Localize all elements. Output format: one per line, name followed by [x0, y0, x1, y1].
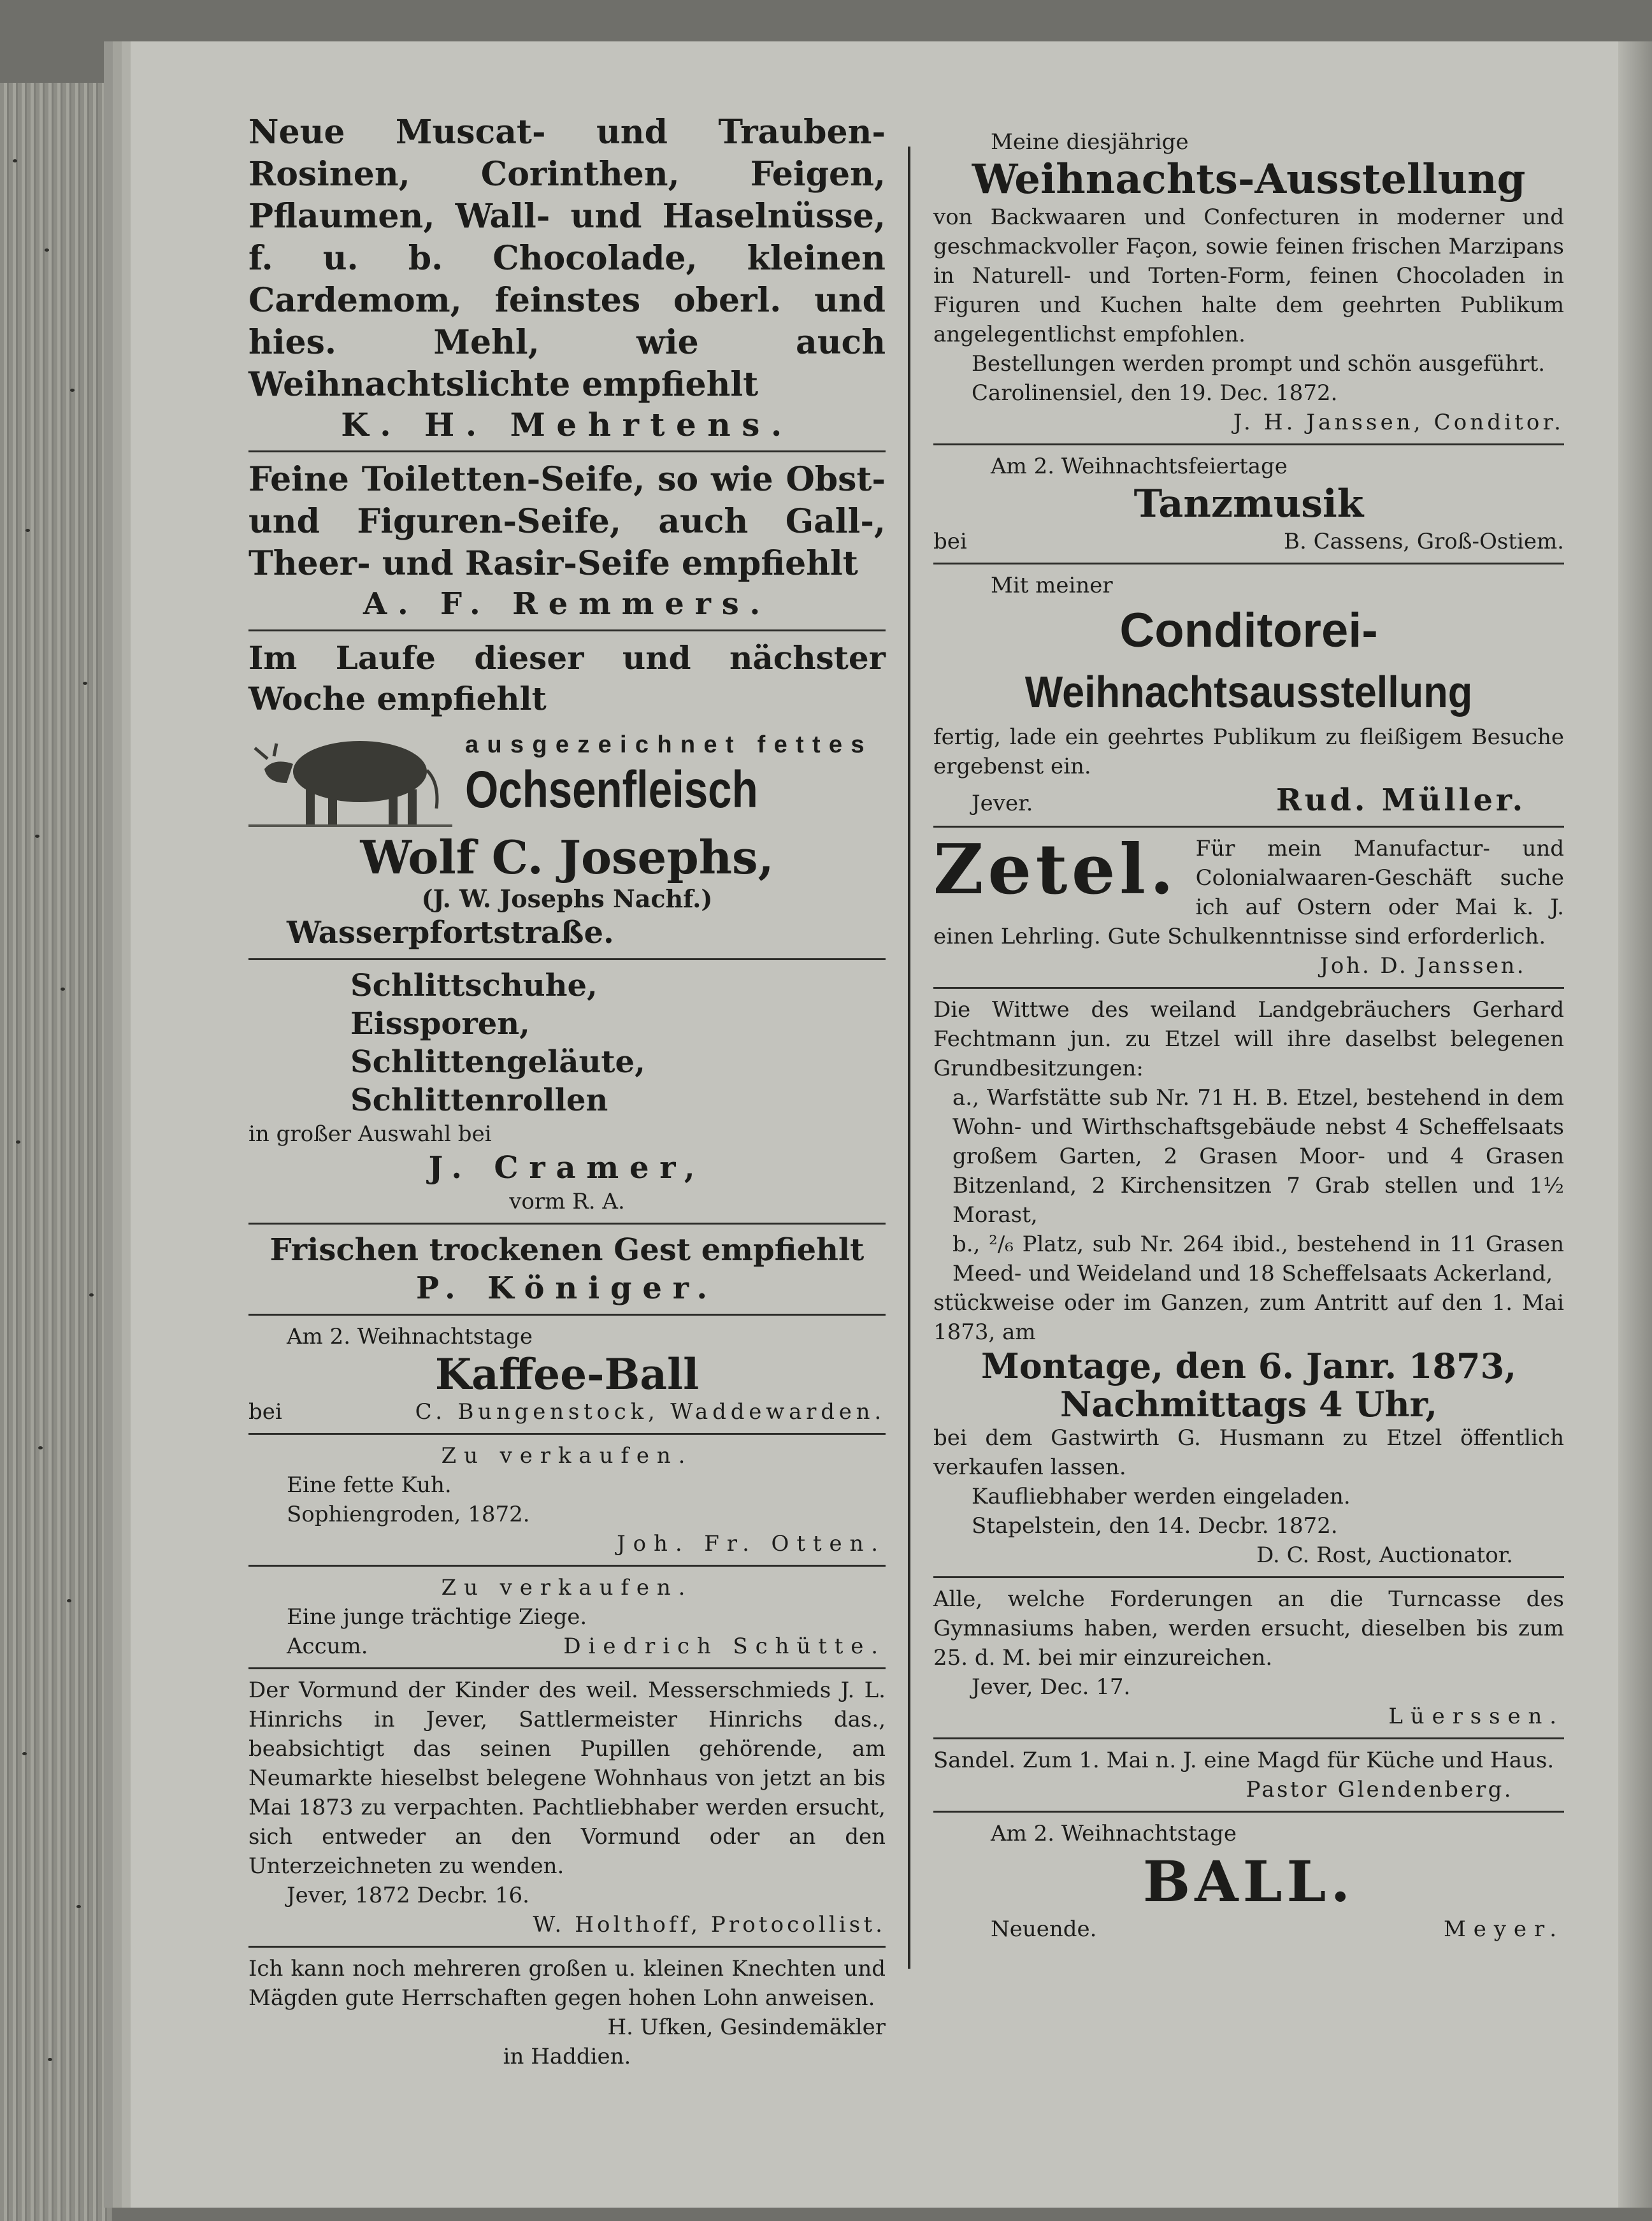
ad-separator [248, 1433, 886, 1435]
ad-name: P. Königer. [416, 1270, 718, 1306]
ad-title: Kaffee-Ball [435, 1349, 700, 1399]
ad-separator [933, 443, 1564, 445]
ad-name: B. Cassens, Groß-Ostiem. [1284, 529, 1564, 554]
ad-name: D. C. Rost, Auctionator. [1256, 1542, 1513, 1568]
ad-title2: Weihnachtsausstellung [1024, 667, 1473, 717]
ad-name: C. Bungenstock, Waddewarden. [415, 1399, 886, 1425]
ad-glendenberg [933, 1746, 1564, 1804]
ad-successor: (J. W. Josephs Nachf.) [421, 884, 713, 913]
ad-separator [933, 1576, 1564, 1578]
ad-terms: stückweise oder im Ganzen, zum Antritt auf den 1. Mai 1873, am [933, 1290, 1564, 1345]
ox-block [248, 719, 886, 831]
ad-title1: Conditorei- [1119, 603, 1378, 658]
ad-otten [248, 1441, 886, 1558]
ad-ufken [248, 1954, 886, 2071]
ad-text: Frischen trockenen Gest empfiehlt [269, 1232, 865, 1268]
ad-place: Accum. [287, 1634, 368, 1659]
ad-remmers [248, 459, 886, 623]
ox-illustration-icon [248, 719, 452, 831]
ad-separator [933, 826, 1564, 828]
ad-separator [248, 958, 886, 960]
ad-name: Meyer. [1444, 1916, 1564, 1942]
ad-former: vorm R. A. [509, 1189, 625, 1214]
ad-date: Stapelstein, den 14. Decbr. 1872. [972, 1513, 1338, 1539]
ad-at: bei [933, 529, 967, 554]
ad-separator [248, 1223, 886, 1225]
ad-intro: Im Laufe dieser und nächster Woche empfiehlt [248, 639, 886, 717]
ad-name: J. Cramer, [428, 1150, 706, 1186]
ad-separator [933, 1811, 1564, 1813]
ad-date: Carolinensiel, den 19. Dec. 1872. [972, 380, 1338, 406]
ad-name: Pastor Glendenberg. [1246, 1777, 1513, 1802]
ad-place: Neuende. [991, 1916, 1097, 1942]
ad-separator [933, 987, 1564, 989]
ad-text: Ich kann noch mehreren großen u. kleinen Knechten und Mägden gute Herrschaften gegen hohen Lohn anweisen. [248, 1956, 886, 2011]
page-right-edge [1618, 41, 1652, 2208]
ad-heading: Zu verkaufen. [441, 1575, 693, 1600]
ad-cramer [248, 967, 886, 1216]
ad-title: Tanzmusik [1133, 482, 1364, 526]
ad-at: bei [248, 1399, 282, 1425]
ad-intro: Meine diesjährige [991, 129, 1189, 155]
ad-item-b: b., ²/₆ Platz, sub Nr. 264 ibid., bestehend in 11 Grasen Meed- und Weideland und 18 Scheffelsaats Ackerland, [952, 1232, 1564, 1286]
ad-date: Jever, Dec. 17. [972, 1674, 1131, 1700]
right-column [933, 127, 1564, 1944]
ad-separator [248, 1314, 886, 1316]
column-divider [908, 147, 910, 1969]
ad-separator [248, 450, 886, 452]
ad-product: Ochsenfleisch [465, 760, 758, 819]
ad-tail: in großer Auswahl bei [248, 1121, 492, 1147]
ad-holthoff [248, 1676, 886, 1939]
ad-signature: K. H. Mehrtens. [341, 406, 793, 443]
ad-separator [248, 1565, 886, 1567]
item-line: Schlittengeläute, [350, 1044, 645, 1080]
ad-date: Am 2. Weihnachtstage [287, 1324, 533, 1349]
ad-where: bei dem Gastwirth G. Husmann zu Etzel öffentlich verkaufen lassen. [933, 1425, 1564, 1480]
ad-name: W. Holthoff, Protocollist. [533, 1912, 886, 1937]
ad-date: Am 2. Weihnachtsfeiertage [991, 454, 1288, 479]
ad-place: Zetel. [933, 830, 1178, 910]
ad-mueller [933, 571, 1564, 819]
ad-koeniger [248, 1231, 886, 1307]
ad-separator [248, 1667, 886, 1669]
ad-name: H. Ufken, Gesindemäkler [607, 2015, 886, 2040]
ad-item-a: a., Warfstätte sub Nr. 71 H. B. Etzel, bestehend in dem Wohn- und Wirthschaftsgebäude nebst 4 Scheffelsaats großem Garten, 2 Grasen Moor- und 4 Grasen Bitzenland, 2 Kirchensitzen 7 Grab stellen und 1½ Morast, [952, 1085, 1564, 1228]
ad-zetel [933, 830, 1564, 981]
ad-text: Für mein Manufactur- und Colonialwaaren-Geschäft suche ich auf Ostern oder Mai k. J. einen Lehrling. Gute Schulkenntnisse sind erforderlich. [933, 836, 1564, 949]
ad-schuette [248, 1573, 886, 1661]
ad-cassens [933, 452, 1564, 556]
ad-place: in Haddien. [503, 2044, 631, 2069]
ad-date: Jever, 1872 Decbr. 16. [287, 1883, 529, 1908]
ad-text: Neue Muscat- und Trauben-Rosinen, Corinthen, Feigen, Pflaumen, Wall- und Haselnüsse, f. u. b. Chocolade, kleinen Cardemom, feinstes oberl. und hies. Mehl, wie auch Weihnachtslichte empfiehlt [248, 113, 886, 404]
ad-text: Sandel. Zum 1. Mai n. J. eine Magd für Küche und Haus. [933, 1748, 1555, 1773]
ad-luerssen [933, 1585, 1564, 1731]
ad-text: von Backwaaren und Confecturen in moderner und geschmackvoller Façon, sowie feinen frischen Marzipans in Naturell- und Torten-Form, feinen Chocoladen in Figuren und Kuchen halte dem geehrten Publikum angelegentlichst empfohlen. [933, 205, 1564, 347]
ad-name: Diedrich Schütte. [563, 1634, 886, 1659]
ad-when2: Nachmittags 4 Uhr, [1059, 1384, 1438, 1425]
ad-name: Joh. D. Janssen. [1319, 953, 1526, 979]
ad-place: Sophiengroden, 1872. [287, 1502, 530, 1527]
ad-rost [933, 995, 1564, 1570]
ad-item: Eine junge trächtige Ziege. [287, 1604, 587, 1630]
ad-text: Feine Toiletten-Seife, so wie Obst- und Figuren-Seife, auch Gall-, Theer- und Rasir-Seife empfiehlt [248, 460, 886, 583]
ad-item: Eine fette Kuh. [287, 1472, 452, 1498]
left-column [248, 111, 886, 2071]
ad-tagline: ausgezeichnet fettes [465, 731, 873, 758]
ad-footer [933, 781, 1564, 819]
ad-text: fertig, lade ein geehrtes Publikum zu fleißigem Besuche ergebenst ein. [933, 724, 1564, 779]
ad-signature: A. F. Remmers. [363, 586, 772, 622]
ad-footer [248, 1397, 886, 1427]
ad-invite: Kaufliebhaber werden eingeladen. [972, 1484, 1351, 1509]
ad-intro: Mit meiner [991, 573, 1113, 598]
item-line: Schlittschuhe, [350, 968, 598, 1003]
ad-name: J. H. Janssen, Conditor. [1233, 410, 1564, 435]
ad-title: Weihnachts-Ausstellung [972, 155, 1526, 203]
ad-heading: Zu verkaufen. [441, 1443, 693, 1469]
ad-bungenstock [248, 1322, 886, 1427]
ad-footer [248, 1632, 886, 1661]
ad-footer [933, 1915, 1564, 1944]
ad-text: Alle, welche Forderungen an die Turncasse des Gymnasiums haben, werden ersucht, dieselben bis zum 25. d. M. bei mir einzureichen. [933, 1586, 1564, 1671]
ad-when1: Montage, den 6. Janr. 1873, [980, 1346, 1517, 1386]
ad-intro: Die Wittwe des weiland Landgebräuchers Gerhard Fechtmann jun. zu Etzel will ihre daselbst belegenen Grundbesitzungen: [933, 997, 1564, 1081]
ad-separator [248, 1946, 886, 1948]
item-line: Schlittenrollen [350, 1082, 608, 1118]
ad-title: BALL. [1142, 1848, 1355, 1915]
ad-text: Der Vormund der Kinder des weil. Messerschmieds J. L. Hinrichs in Jever, Sattlermeister Hinrichs das., beabsichtigt das seinen Pupillen gehörende, am Neumarkte hieselbst belegene Wohnhaus von jetzt an bis Mai 1873 zu verpachten. Pachtliebhaber werden ersucht, sich entweder an den Vormund oder an den Unterzeichneten zu wenden. [248, 1678, 886, 1879]
ad-name: Joh. Fr. Otten. [617, 1531, 886, 1556]
ad-name: Rud. Müller. [1275, 782, 1526, 818]
ad-meyer [933, 1819, 1564, 1944]
ad-place: Jever. [972, 791, 1033, 816]
ad-text2: Bestellungen werden prompt und schön ausgeführt. [972, 351, 1546, 377]
ad-date: Am 2. Weihnachtstage [991, 1821, 1237, 1846]
ad-street: Wasserpfortstraße. [287, 915, 614, 951]
ad-name: Wolf C. Josephs, [360, 830, 774, 884]
ad-separator [933, 1737, 1564, 1739]
ad-josephs [248, 638, 886, 952]
ad-name: Lüerssen. [1388, 1704, 1564, 1729]
ad-separator [933, 563, 1564, 564]
ad-separator [248, 629, 886, 631]
ad-janssen-conditor [933, 127, 1564, 437]
page-stack-edge [0, 83, 111, 2221]
ad-footer [933, 527, 1564, 556]
ad-mehrtens [248, 111, 886, 444]
item-line: Eissporen, [350, 1006, 530, 1042]
